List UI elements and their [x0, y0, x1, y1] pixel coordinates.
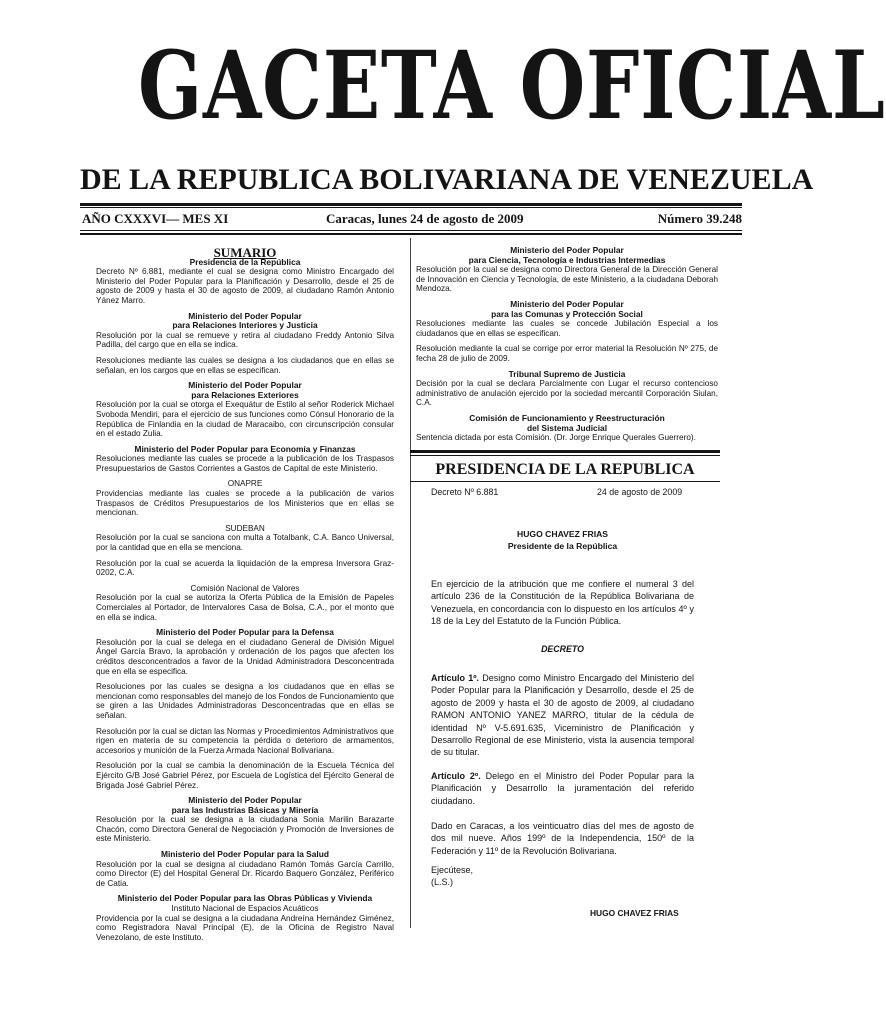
article-2-text: Delego en el Ministro del Poder Popular para la Planificación y Desarrollo la juramentación del referido ciudadano.	[431, 771, 694, 806]
sumario-entry	[96, 381, 394, 439]
sumario-entry	[416, 414, 718, 443]
sumario-entry-heading: para las Industrias Básicas y Minería	[171, 804, 319, 815]
sumario-entry-text: Decisión por la cual se declara Parcialmente con Lugar el recurso contencioso administrativo de anulación ejercido por la sociedad mercantil Corporación Siulan, C.A.	[416, 379, 718, 408]
sumario-entry-text: Sentencia dictada por esta Comisión. (Dr. Jorge Enrique Querales Guerrero).	[416, 433, 696, 443]
sumario-entry	[96, 559, 394, 578]
presidencia-rule	[410, 481, 720, 482]
sumario-entry	[96, 312, 394, 350]
sumario-entry	[96, 445, 394, 474]
article-2-label: Artículo 2º.	[431, 771, 481, 781]
sumario-entry	[96, 727, 394, 756]
ejecutese-block	[431, 864, 694, 889]
sumario-entry	[96, 258, 394, 306]
sumario-entry	[96, 682, 394, 720]
sumario-entry	[96, 584, 394, 622]
section-rule-thin	[410, 455, 720, 456]
sumario-entry-text: Decreto Nº 6.881, mediante el cual se designa como Ministro Encargado del Ministerio del Poder Popular para la Planificación y Desarrollo, desde el 25 de agosto de 2009 y hasta el 30 de agosto de 2009, al ciudadano Ramón Antonio Yánez Marro.	[96, 267, 394, 305]
ejecutese: Ejecútese,	[431, 865, 474, 875]
sumario-entry	[96, 894, 394, 942]
article-1-label: Artículo 1º.	[431, 673, 479, 683]
sumario-entry	[416, 246, 718, 294]
masthead-subtitle: DE LA REPUBLICA BOLIVARIANA DE VENEZUELA	[80, 163, 814, 196]
sumario-entry	[96, 356, 394, 375]
sumario-entry-heading: Ministerio del Poder Popular	[188, 795, 302, 806]
decreto-line	[431, 486, 694, 498]
sumario-entry-text: Resolución por la cual se dictan las Normas y Procedimientos Administrativos que rigen en materia de su competencia la pérdida o deterioro de armamentos, accesorios y munición de la Fuerza Armada Nacional Bolivariana.	[96, 726, 394, 755]
sumario-entry-heading: Comisión de Funcionamiento y Reestructuración	[469, 412, 665, 423]
sumario-title: SUMARIO	[213, 245, 277, 260]
sumario-entry-subheading: SUDEBAN	[225, 523, 265, 533]
sumario-entry-heading: para las Comunas y Protección Social	[491, 308, 643, 319]
sumario-entry-text: Resolución por la cual se otorga el Exequátur de Estilo al señor Roderick Michael Svoboda Mendiri, para el ejercicio de sus funciones como Cónsul Honorario de la República de Finlandia en la ciudad de Maracaibo, con circunscripción consular en el estado Zulia.	[96, 400, 394, 439]
sumario-entry-text: Resolución por la cual se acuerda la liquidación de la empresa Inversora Graz-0202, C.A.	[96, 558, 394, 578]
sumario-entry-subheading: Instituto Nacional de Espacios Acuáticos	[171, 904, 319, 914]
decreto-heading: DECRETO	[541, 644, 584, 654]
sumario-entry-text: Resolución por la cual se designa al ciudadano Ramón Tomás García Carrillo, como Director (E) del Hospital General Dr. Ricardo Baquero González, Periférico de Catia.	[96, 859, 394, 888]
sumario-entry-subheading: Comisión Nacional de Valores	[190, 583, 300, 593]
sumario-entry-text: Resolución por la cual se cambia la denominación de la Escuela Técnica del Ejército G/B José Gabriel Pérez, por Escuela de Logística del Ejército General de Brigada José Gabriel Pérez.	[96, 761, 394, 790]
sumario-entry-heading: Tribunal Supremo de Justicia	[508, 368, 626, 379]
article-2	[431, 770, 694, 807]
closing-signature: HUGO CHAVEZ FRIAS	[590, 908, 679, 918]
sumario-entry-heading: Ministerio del Poder Popular	[510, 245, 624, 255]
sumario-entry-text: Resolución mediante la cual se corrige por error material la Resolución Nº 275, de fecha 28 de julio de 2009.	[416, 344, 718, 363]
sumario-entry-heading: Ministerio del Poder Popular para la Salud	[160, 849, 329, 860]
sumario-entry-heading: Ministerio del Poder Popular	[188, 380, 302, 391]
sumario-entry	[96, 796, 394, 844]
sumario-entry	[96, 524, 394, 553]
sumario-entry-text: Resolución por la cual se autoriza la Oferta Pública de la Emisión de Papeles Comerciales al Portador, de Intervalores Casa de Bolsa, C.A., por el monto que en ella se indica.	[96, 593, 394, 622]
sumario-entry	[416, 344, 718, 363]
sumario-entry	[96, 479, 394, 517]
preamble: En ejercicio de la atribución que me confiere el numeral 3 del artículo 236 de la Constitución de la República Bolivariana de Venezuela, en concordancia con lo dispuesto en los artículos 4º y 18 de la Ley del Estatuto de la Función Pública.	[431, 579, 694, 627]
column-divider	[410, 238, 411, 928]
sumario-entry-heading: Ministerio del Poder Popular para la Defensa	[156, 627, 334, 638]
sumario-entry	[96, 761, 394, 790]
dateline-rule-thick	[80, 233, 742, 235]
sumario-entry-text: Resolución por la cual se remueve y retira al ciudadano Freddy Antonio Silva Padilla, del cargo que en ella se indica.	[96, 330, 394, 350]
sumario-entry	[416, 370, 718, 408]
sumario-entry-text: Resoluciones por las cuales se designa a los ciudadanos que en ellas se mencionan como responsables del manejo de los Fondos de Funcionamiento que se giren a las Unidades Administradoras Desconcentradas que en ellas se señalan.	[96, 682, 394, 720]
sumario-entry-text: Resoluciones mediante las cuales se procede a la publicación de los Traspasos Presupuestarios de Gastos Corrientes a Gastos de Capital de este Ministerio.	[96, 454, 394, 473]
sumario-entry-text: Resolución por la cual se delega en el ciudadano General de División Miguel Ángel García Bravo, la aprobación y ordenación de los pagos que afecten los créditos desconcentrados a favor de la Unidad Administradora Desconcentrada que en ella se especifica.	[96, 637, 394, 676]
sumario-entry-heading: Ministerio del Poder Popular	[510, 298, 624, 309]
sumario-entry-text: Providencia por la cual se designa a la ciudadana Andreína Hernández Giménez, como Registradora Naval Principal (E), de la Oficina de Registro Naval Venezolano, de este Instituto.	[96, 913, 394, 942]
sumario-entry-subheading: ONAPRE	[227, 479, 263, 489]
sumario-entry-text: Resolución por la cual se designa como Directora General de la Dirección General de Innovación en Ciencia y Tecnología, de este Ministerio, a la ciudadana Deborah Mendoza.	[416, 265, 718, 294]
sumario-entry-text: Resoluciones mediante las cuales se concede Jubilación Especial a los ciudadanos que en ellas se especifican.	[416, 319, 718, 338]
article-1	[431, 672, 694, 759]
decreto-number: Decreto Nº 6.881	[431, 487, 499, 497]
signer-name: HUGO CHAVEZ FRIAS	[516, 529, 609, 539]
top-rule-thin	[80, 207, 742, 208]
sumario-entry-heading: Ministerio del Poder Popular para Economía y Finanzas	[134, 443, 356, 454]
sumario-entry	[96, 628, 394, 676]
dateline-place-date: Caracas, lunes 24 de agosto de 2009	[326, 211, 524, 226]
signer-title: Presidente de la República	[507, 541, 618, 552]
sumario-entry-text: Resoluciones mediante las cuales se designa a los ciudadanos que en ellas se señalan, en los cargos que en ellas se especifican.	[96, 355, 394, 375]
seal-ls: (L.S.)	[431, 877, 454, 888]
decreto-date: 24 de agosto de 2009	[597, 487, 683, 497]
sumario-entry-heading: para Relaciones Exteriores	[191, 389, 299, 400]
sumario-entry-heading: para Ciencia, Tecnología e Industrias Intermedias	[468, 254, 666, 265]
top-rule	[80, 203, 742, 206]
sumario-entry-heading: para Relaciones Interiores y Justicia	[172, 320, 318, 331]
article-1-text: Designo como Ministro Encargado del Ministerio del Poder Popular para la Planificación y Desarrollo, desde el 25 de agosto de 2009 y hasta el 30 de agosto de 2009, al ciudadano RAMON ANTONIO YANEZ MARRO, titular de la cédula de identidad Nº V-5.691.635, Viceministro de Planificación y Desarrollo Regional de ese Ministerio, vista la ausencia temporal de su titular.	[431, 673, 694, 758]
sumario-entry-text: Resolución por la cual se designa a la ciudadana Sonia Marilin Barazarte Chacón, como Directora General de Negociación y Promoción de Inversiones de este Ministerio.	[96, 815, 394, 844]
sumario-entry-text: Resolución por la cual se sanciona con multa a Totalbank, C.A. Banco Universal, por la cantidad que en ella se menciona.	[96, 533, 394, 553]
presidencia-title: PRESIDENCIA DE LA REPUBLICA	[435, 461, 695, 478]
sumario-right-column	[416, 246, 718, 449]
dateline-number: Número 39.248	[657, 211, 742, 226]
sumario-entry-text: Providencias mediante las cuales se procede a la publicación de varios Traspasos de Créditos Presupuestarios de los Ministerios que en ellas se mencionan.	[96, 489, 394, 518]
sumario-left-column	[96, 245, 394, 948]
sumario-entry-heading: Ministerio del Poder Popular	[188, 310, 302, 321]
closing-text: Dado en Caracas, a los veinticuatro días del mes de agosto de dos mil nueve. Años 199º de la Independencia, 150º de la Federación y 11º de la Revolución Bolivariana.	[431, 821, 694, 856]
sumario-entry-heading: Presidencia de la República	[189, 256, 301, 267]
section-rule	[410, 450, 720, 453]
signer-block	[431, 528, 694, 553]
masthead-title: GACETA OFICIAL	[138, 31, 886, 141]
dateline-year: AÑO CXXXVI— MES XI	[82, 211, 229, 226]
sumario-entry	[416, 300, 718, 338]
dateline-rule	[80, 230, 742, 231]
sumario-entry-heading: Ministerio del Poder Popular para las Obras Públicas y Vivienda	[117, 893, 373, 904]
sumario-entry-heading: del Sistema Judicial	[526, 422, 608, 433]
sumario-entry	[96, 850, 394, 888]
